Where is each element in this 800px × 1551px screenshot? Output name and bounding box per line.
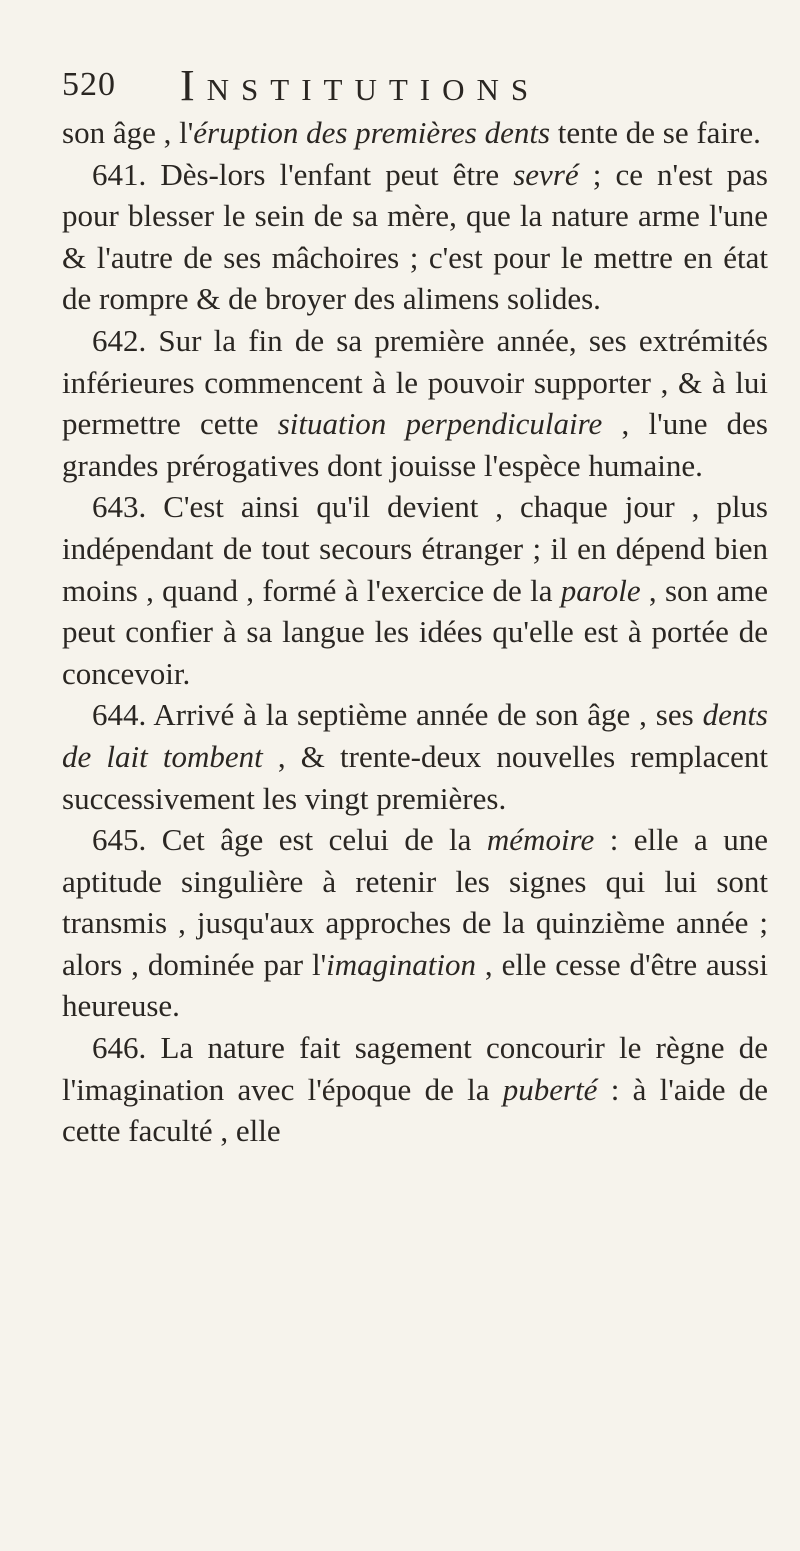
- paragraph-text: : à l'aide de cette faculté , elle: [62, 1071, 768, 1149]
- paragraph-text: , elle cesse d'être aussi heureuse.: [62, 946, 768, 1024]
- paragraph-text: Cet âge est celui de la: [146, 822, 487, 858]
- paragraph-text: C'est ainsi qu'il devient , chaque jour , plus indépendant de tout secours étranger ; il en dépend bien moins , quand , formé à l'exercice de la: [62, 489, 768, 608]
- italic-phrase: situation perpendiculaire: [277, 406, 603, 442]
- paragraph-text: tente de se faire.: [550, 115, 761, 150]
- paragraph-text: Sur la fin de sa première année, ses extrémités inférieures commencent à le pouvoir supporter , & à lui permettre cette: [62, 322, 768, 442]
- paragraph-text: : elle a une aptitude singulière à retenir les signes qui lui sont transmis , jusqu'aux approches de la quinzième année ; alors , dominée par l': [62, 822, 768, 982]
- paragraph: [62, 112, 768, 154]
- paragraph: [62, 694, 768, 819]
- paragraph: [62, 154, 768, 320]
- italic-phrase: parole: [560, 572, 641, 608]
- paragraph-number: 646.: [92, 1030, 147, 1066]
- italic-phrase: mémoire: [486, 822, 595, 858]
- paragraph-text: son âge , l': [62, 115, 194, 150]
- paragraph: [62, 1027, 768, 1152]
- paragraph-number: 641.: [92, 156, 147, 192]
- paragraph: [62, 486, 768, 694]
- paragraph-number: 644.: [92, 697, 147, 733]
- italic-phrase: sevré: [513, 156, 579, 192]
- paragraph-text: Dès-lors l'enfant peut être: [146, 156, 514, 192]
- paragraph-text: La nature fait sagement concourir le règne de l'imagination avec l'époque de la: [62, 1030, 768, 1107]
- italic-phrase: dents de lait tombent: [62, 697, 768, 774]
- paragraph-number: 642.: [92, 322, 147, 358]
- paragraph: [62, 819, 768, 1027]
- page-number: 520: [62, 66, 116, 103]
- paragraph-number: 643.: [92, 489, 147, 525]
- page-header: [62, 54, 762, 114]
- body-text: [62, 112, 768, 1152]
- paragraph-number: 645.: [92, 822, 147, 858]
- paragraph-text: , son ame peut confier à sa langue les idées qu'elle est à portée de concevoir.: [62, 572, 769, 691]
- italic-phrase: imagination: [326, 946, 477, 982]
- paragraph-text: Arrivé à la septième année de son âge , ses: [146, 697, 703, 733]
- italic-phrase: puberté: [502, 1071, 598, 1107]
- paragraph-text: , & trente-deux nouvelles remplacent successivement les vingt premières.: [62, 738, 768, 816]
- italic-phrase: éruption des premières dents: [193, 115, 551, 150]
- paragraph-text: ; ce n'est pas pour blesser le sein de sa mère, que la nature arme l'une & l'autre de ses mâchoires ; c'est pour le mettre en état de rompre & de broyer des alimens solides.: [62, 156, 768, 317]
- paragraph: [62, 320, 768, 486]
- paragraph-text: , l'une des grandes prérogatives dont jouisse l'espèce humaine.: [62, 406, 768, 483]
- running-title: Institutions: [180, 61, 541, 110]
